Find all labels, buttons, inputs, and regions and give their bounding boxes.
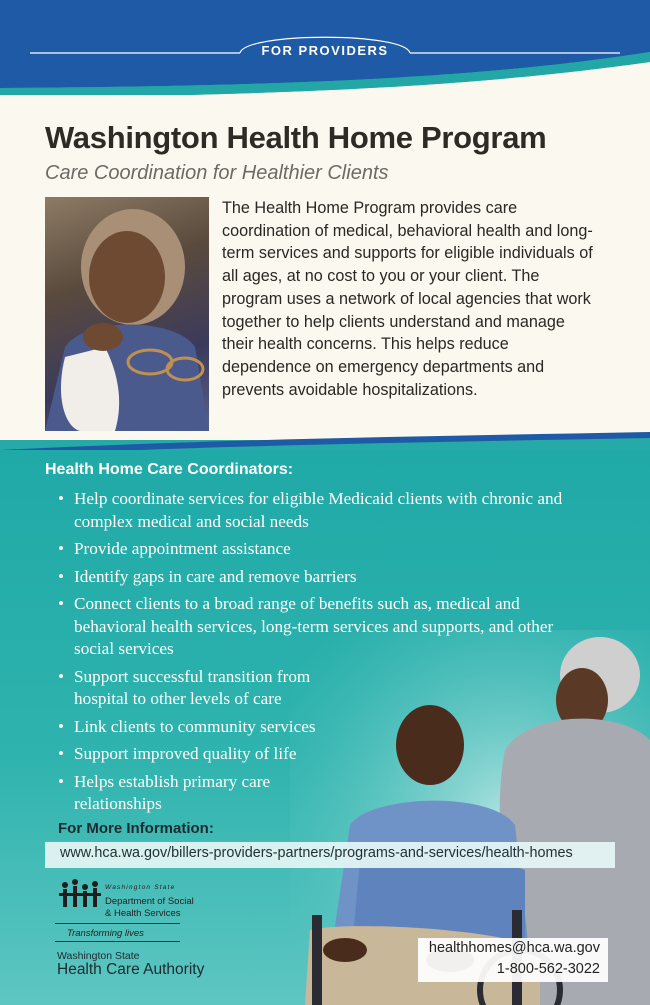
woman-cleaning-glasses-photo: [45, 197, 209, 431]
contact-email[interactable]: healthhomes@hca.wa.gov: [428, 940, 600, 956]
contact-phone[interactable]: 1-800-562-3022: [496, 961, 600, 977]
list-item: • Link clients to community services: [58, 716, 374, 739]
dshs-divider: [55, 923, 180, 924]
list-item: • Helps establish primary care relationships: [58, 771, 324, 816]
list-item: • Help coordinate services for eligible Medicaid clients with chronic and complex medical and social needs: [58, 488, 614, 533]
more-info-heading: For More Information:: [58, 820, 214, 837]
list-item: • Connect clients to a broad range of benefits such as, medical and behavioral health services, long-term services and supports, and other social services: [58, 593, 574, 661]
more-info-link[interactable]: www.hca.wa.gov/billers-providers-partners/programs-and-services/health-homes: [60, 845, 573, 861]
page-title: Washington Health Home Program: [45, 120, 547, 155]
list-item: • Support improved quality of life: [58, 743, 374, 766]
dshs-tagline: Transforming lives: [67, 928, 144, 939]
page-subtitle: Care Coordination for Healthier Clients: [45, 162, 389, 184]
coordinators-list: [58, 488, 608, 821]
hca-state-label: Washington State: [57, 950, 140, 962]
list-item: • Support successful transition from hospital to other levels of care: [58, 666, 364, 711]
for-providers-tag: FOR PROVIDERS: [261, 43, 389, 58]
coordinators-heading: Health Home Care Coordinators:: [45, 461, 294, 478]
dshs-name-line1: Department of Social: [105, 896, 194, 907]
dshs-divider-bottom: [55, 941, 180, 942]
dshs-state-label: Washington State: [105, 884, 176, 891]
program-description: The Health Home Program provides care coordination of medical, behavioral health and long-term services and supports for eligible individuals of all ages, at no cost to you or your client. The program uses a network of local agencies that work together to help clients understand and manage their health concerns. This helps reduce dependence on emergency departments and prevents avoidable hospitalizations.: [222, 199, 593, 399]
dshs-name-line2: & Health Services: [105, 908, 181, 919]
hca-logo-name: Health Care Authority: [57, 961, 205, 978]
list-item: • Identify gaps in care and remove barriers: [58, 566, 614, 589]
list-item: • Provide appointment assistance: [58, 538, 614, 561]
